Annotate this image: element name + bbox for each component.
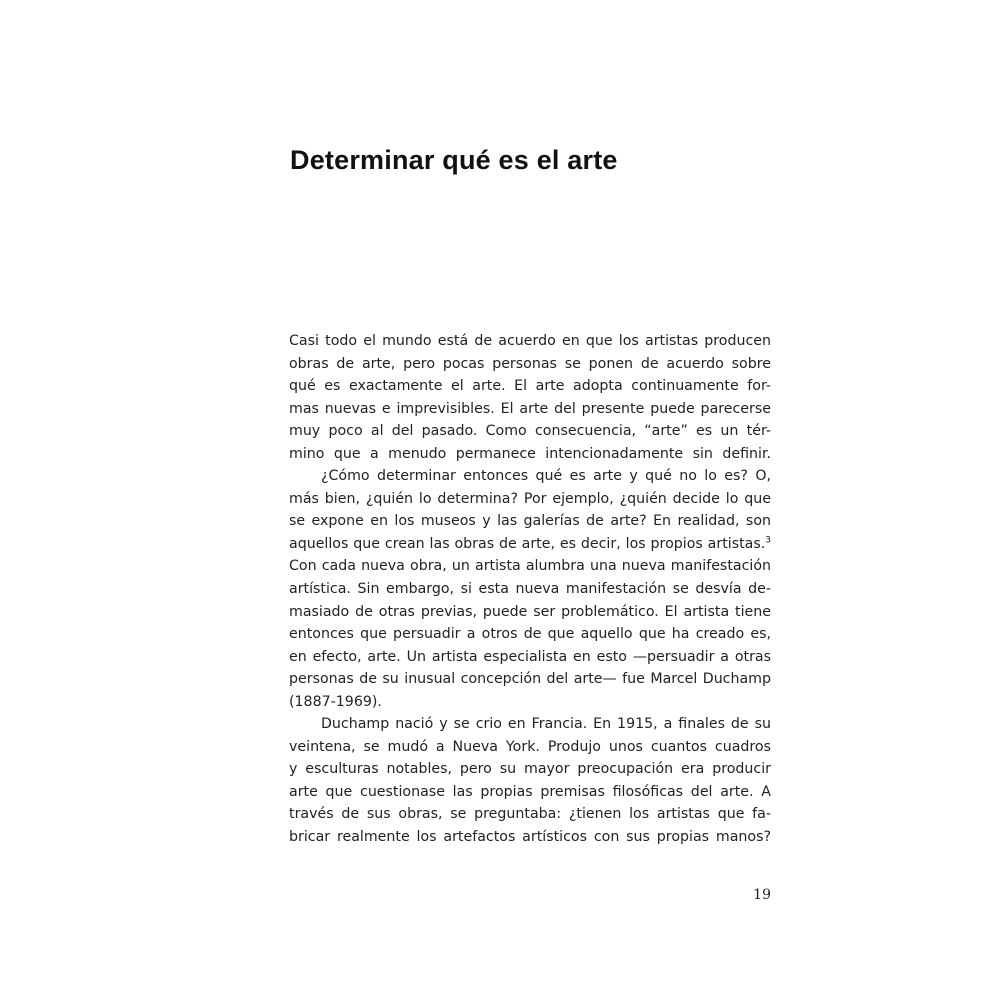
text-line: través de sus obras, se preguntaba: ¿tienen los artistas que fa- [289,806,771,823]
text-line: se expone en los museos y las galerías de arte? En realidad, son [289,513,771,530]
text-line-with-footnote [289,533,771,556]
text-line: Duchamp nació y se crio en Francia. En 1915, a finales de su [321,716,771,733]
text-line: en efecto, arte. Un artista especialista en esto —persuadir a otras [289,648,771,665]
text-line: veintena, se mudó a Nueva York. Produjo unos cuantos cuadros [289,738,771,755]
text-line: muy poco al del pasado. Como consecuencia, “arte” es un tér- [289,423,771,440]
text-line: ¿Cómo determinar entonces qué es arte y qué no lo es? O, [321,468,771,485]
text-line: Casi todo el mundo está de acuerdo en que los artistas producen [289,333,771,349]
chapter-heading: Determinar qué es el arte [290,145,618,175]
text-line: personas de su inusual concepción del arte— fue Marcel Duchamp [289,671,771,688]
text-line: masiado de otras previas, puede ser problemático. El artista tiene [289,603,771,620]
text-line: artística. Sin embargo, si esta nueva manifestación se desvía de- [289,581,771,598]
text-line: entonces que persuadir a otros de que aquello que ha creado es, [289,626,771,643]
text-line: y esculturas notables, pero su mayor preocupación era producir [289,761,771,778]
text-line: mino que a menudo permanece intencionadamente sin definir. [289,445,771,462]
body-text [289,330,771,849]
text-line: bricar realmente los artefactos artísticos con sus propias manos? [289,829,771,846]
text-line: obras de arte, pero pocas personas se ponen de acuerdo sobre [289,355,771,372]
page-number: 19 [753,887,771,903]
text-line: arte que cuestionase las propias premisas filosóficas del arte. A [289,783,771,800]
text-line: Con cada nueva obra, un artista alumbra una nueva manifestación [289,558,771,575]
text-line: (1887-1969). [289,693,382,710]
text-line: mas nuevas e imprevisibles. El arte del presente puede parecerse [289,400,771,417]
text-line: qué es exactamente el arte. El arte adopta continuamente for- [289,378,771,395]
footnote-reference[interactable]: 3 [765,535,771,546]
text-line-content: aquellos que crean las obras de arte, es decir, los propios artistas. [289,535,766,552]
text-line: más bien, ¿quién lo determina? Por ejemplo, ¿quién decide lo que [289,490,771,507]
